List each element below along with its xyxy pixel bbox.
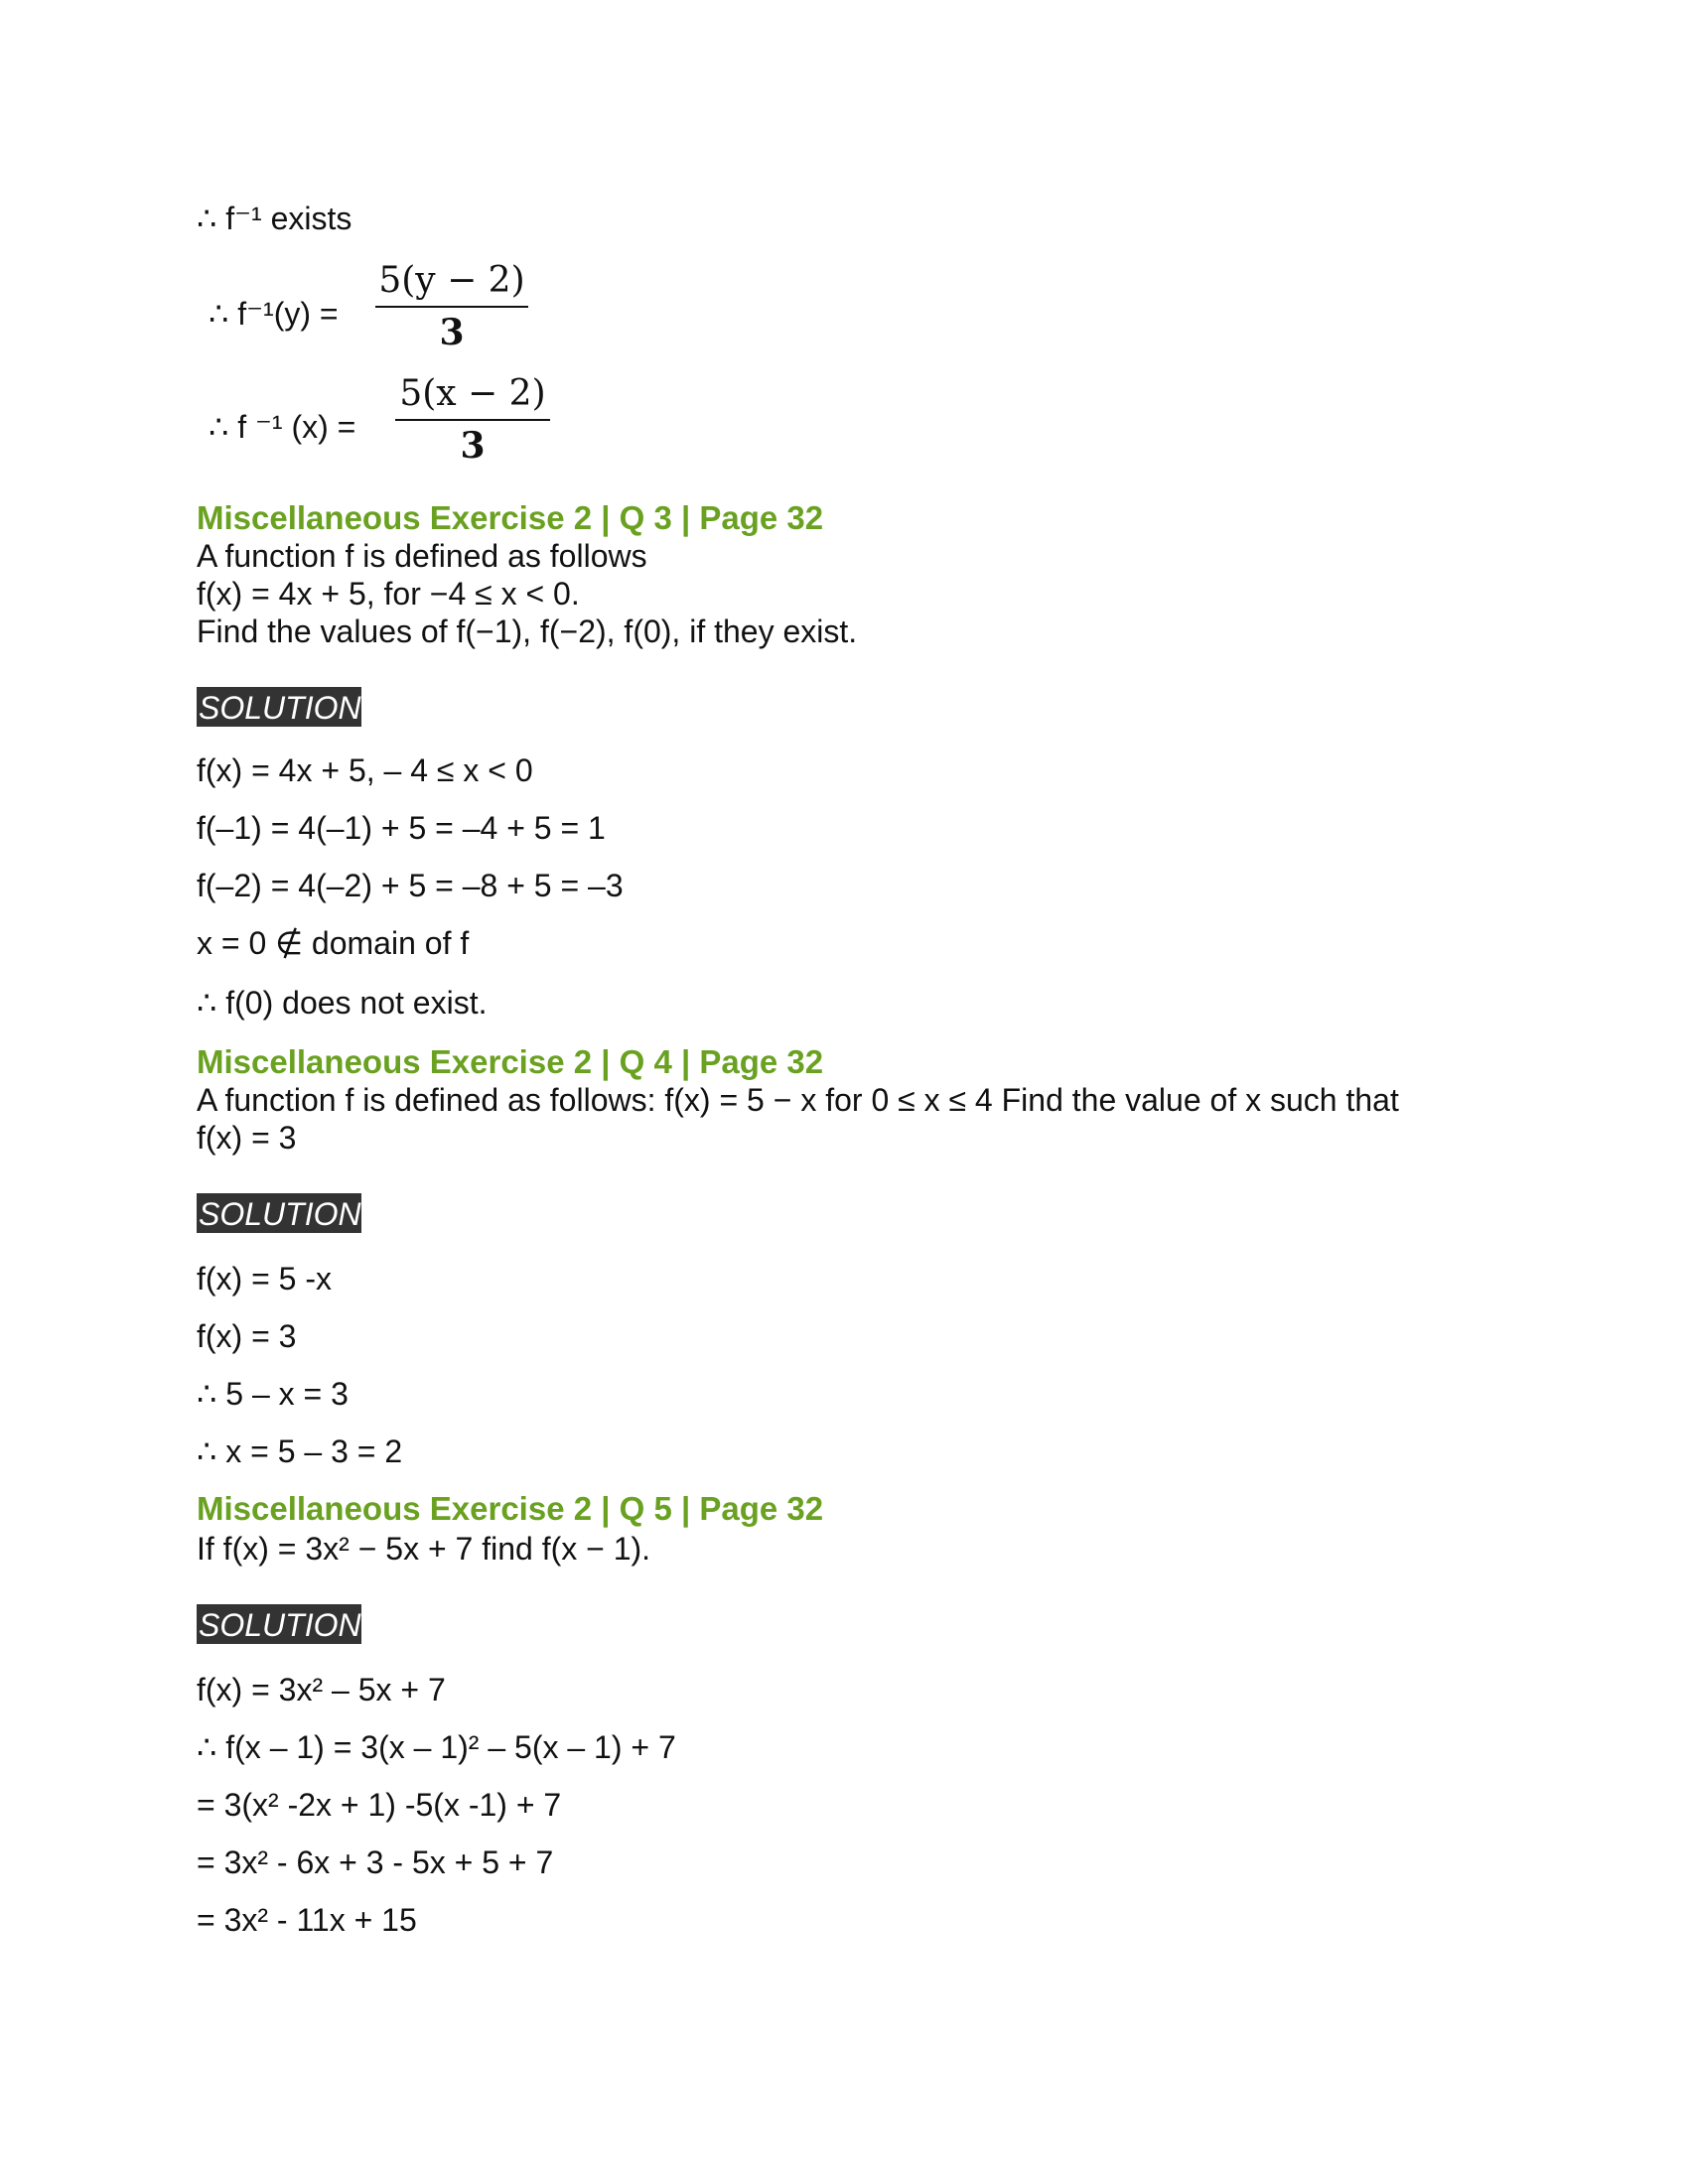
q4-solution-label: SOLUTION xyxy=(197,1193,361,1233)
q5-step-1: f(x) = 3x² – 5x + 7 xyxy=(197,1672,446,1707)
q4-step-2: f(x) = 3 xyxy=(197,1318,297,1354)
q3-question-line-3: Find the values of f(−1), f(−2), f(0), if they exist. xyxy=(197,614,858,649)
q4-heading[interactable]: Miscellaneous Exercise 2 | Q 4 | Page 32 xyxy=(197,1043,824,1080)
inverse-x-fraction xyxy=(395,371,550,467)
q4-step-4: ∴ x = 5 – 3 = 2 xyxy=(197,1433,403,1469)
q4-step-3: ∴ 5 – x = 3 xyxy=(197,1376,349,1412)
q3-step-1: f(x) = 4x + 5, – 4 ≤ x < 0 xyxy=(197,752,533,788)
q4-question-line-1: A function f is defined as follows: f(x) = 5 − x for 0 ≤ x ≤ 4 Find the value of x such that xyxy=(197,1082,1399,1118)
q4-question-line-2: f(x) = 3 xyxy=(197,1120,297,1156)
inverse-x-lhs: ∴ f ⁻¹ (x) = xyxy=(209,409,356,445)
inverse-y-fraction xyxy=(375,258,528,353)
inverse-y-lhs: ∴ f⁻¹(y) = xyxy=(209,296,339,332)
q3-solution-label: SOLUTION xyxy=(197,687,361,727)
q3-step-5: ∴ f(0) does not exist. xyxy=(197,985,488,1021)
q5-step-2: ∴ f(x – 1) = 3(x – 1)² – 5(x – 1) + 7 xyxy=(197,1729,676,1765)
inverse-y-numerator: 5(y − 2) xyxy=(378,260,525,301)
q3-step-4: x = 0 ∉ domain of f xyxy=(197,925,470,961)
q3-step-3: f(–2) = 4(–2) + 5 = –8 + 5 = –3 xyxy=(197,868,624,903)
q4-step-1: f(x) = 5 -x xyxy=(197,1261,333,1297)
q3-question-line-2: f(x) = 4x + 5, for −4 ≤ x < 0. xyxy=(197,576,580,612)
q3-heading[interactable]: Miscellaneous Exercise 2 | Q 3 | Page 32 xyxy=(197,499,824,536)
q5-step-4: = 3x² - 6x + 3 - 5x + 5 + 7 xyxy=(197,1844,554,1880)
q5-question: If f(x) = 3x² − 5x + 7 find f(x − 1). xyxy=(197,1531,651,1567)
q5-solution-label: SOLUTION xyxy=(197,1604,361,1644)
q5-step-5: = 3x² - 11x + 15 xyxy=(197,1902,417,1938)
q3-question-line-1: A function f is defined as follows xyxy=(197,538,647,574)
q3-step-2: f(–1) = 4(–1) + 5 = –4 + 5 = 1 xyxy=(197,810,606,846)
fraction-bar xyxy=(375,306,528,308)
inverse-y-denominator: 3 xyxy=(439,312,465,353)
inverse-x-numerator: 5(x − 2) xyxy=(399,373,546,414)
inverse-x-denominator: 3 xyxy=(460,425,486,467)
q5-step-3: = 3(x² -2x + 1) -5(x -1) + 7 xyxy=(197,1787,562,1823)
fraction-bar xyxy=(395,419,550,421)
q5-heading[interactable]: Miscellaneous Exercise 2 | Q 5 | Page 32 xyxy=(197,1490,824,1527)
inverse-exists-line: ∴ f⁻¹ exists xyxy=(197,201,352,236)
